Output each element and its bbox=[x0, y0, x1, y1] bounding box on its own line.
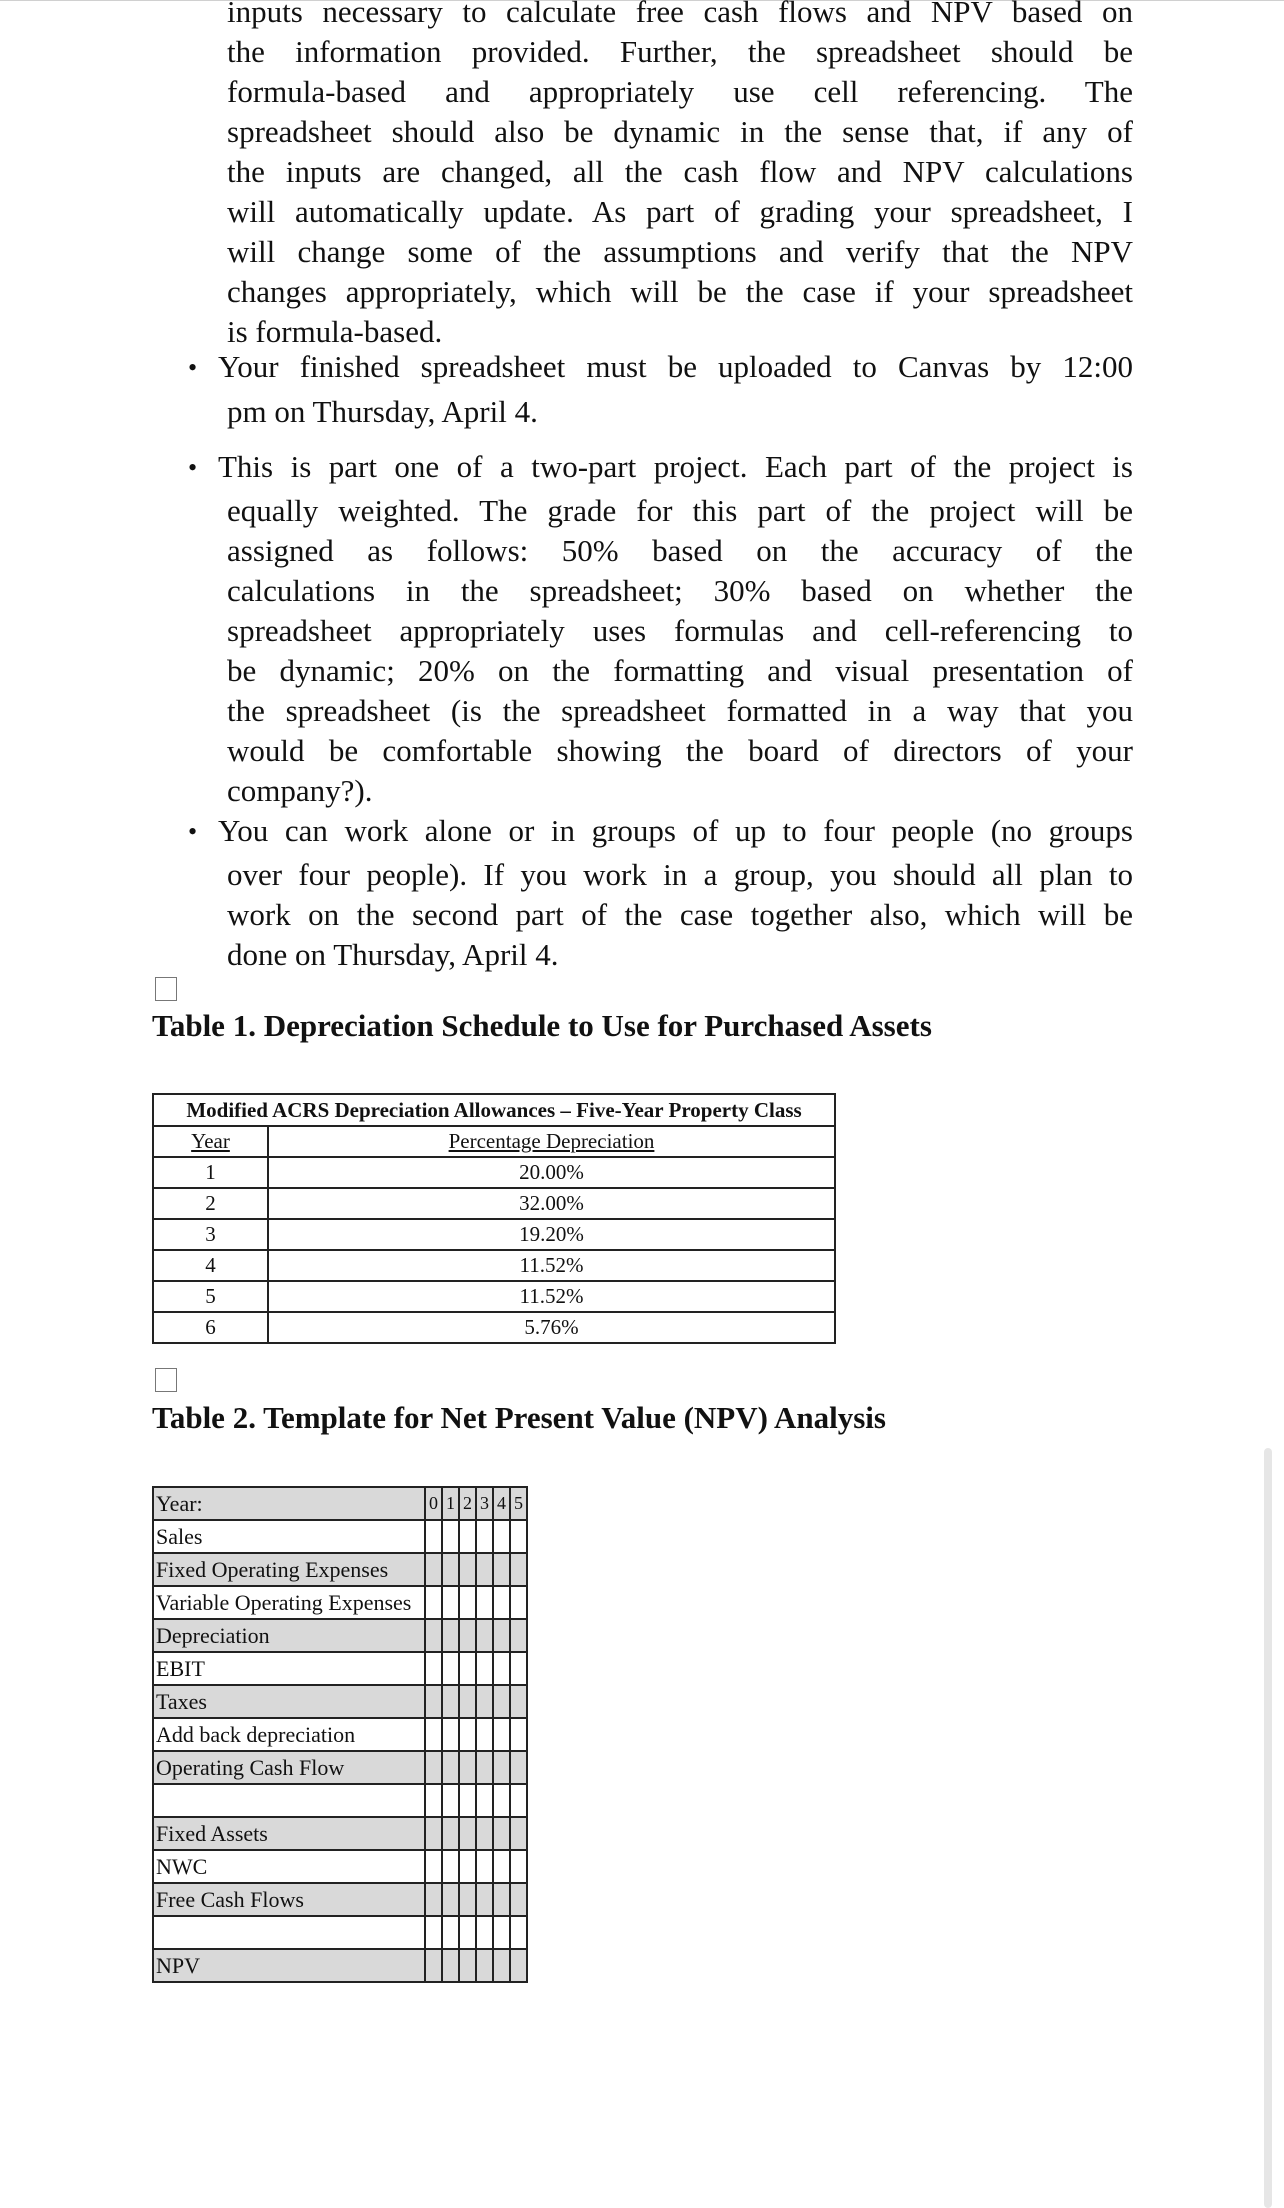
table2-checkbox[interactable] bbox=[155, 1368, 177, 1392]
bullet-line: You can work alone or in groups of up to four people (no groups bbox=[218, 813, 1133, 848]
value-cell[interactable] bbox=[425, 1850, 442, 1883]
bullet-line: be dynamic; 20% on the formatting and visual presentation of bbox=[227, 653, 1133, 688]
bullet-line: Your finished spreadsheet must be uploaded to Canvas by 12:00 bbox=[218, 349, 1133, 384]
value-cell[interactable] bbox=[459, 1916, 476, 1949]
year-header-cell: 0 bbox=[425, 1487, 442, 1520]
row-label: Variable Operating Expenses bbox=[153, 1586, 425, 1619]
value-cell[interactable] bbox=[493, 1883, 510, 1916]
value-cell[interactable] bbox=[442, 1619, 459, 1652]
row-label: Fixed Operating Expenses bbox=[153, 1553, 425, 1586]
paragraph-line: spreadsheet should also be dynamic in the sense that, if any of bbox=[227, 114, 1133, 149]
table-row bbox=[153, 1586, 527, 1619]
value-cell[interactable] bbox=[442, 1553, 459, 1586]
value-cell[interactable] bbox=[510, 1553, 527, 1586]
percentage-cell: 11.52% bbox=[268, 1250, 835, 1281]
bullet-line: the spreadsheet (is the spreadsheet formatted in a way that you bbox=[227, 693, 1133, 728]
value-cell[interactable] bbox=[459, 1850, 476, 1883]
value-cell[interactable] bbox=[510, 1949, 527, 1982]
value-cell[interactable] bbox=[459, 1553, 476, 1586]
year-header-cell: 1 bbox=[442, 1487, 459, 1520]
year-cell: 2 bbox=[153, 1188, 268, 1219]
row-label: NWC bbox=[153, 1850, 425, 1883]
value-cell[interactable] bbox=[476, 1718, 493, 1751]
value-cell[interactable] bbox=[476, 1883, 493, 1916]
value-cell[interactable] bbox=[510, 1883, 527, 1916]
table-row bbox=[153, 1487, 527, 1520]
paragraph-line: inputs necessary to calculate free cash flows and NPV based on bbox=[227, 0, 1133, 29]
value-cell[interactable] bbox=[442, 1685, 459, 1718]
value-cell[interactable] bbox=[476, 1685, 493, 1718]
table-row bbox=[153, 1685, 527, 1718]
value-cell[interactable] bbox=[425, 1685, 442, 1718]
col-header-percentage: Percentage Depreciation bbox=[268, 1126, 835, 1157]
value-cell[interactable] bbox=[493, 1553, 510, 1586]
scrollbar-thumb[interactable] bbox=[1264, 1448, 1272, 2208]
value-cell[interactable] bbox=[442, 1916, 459, 1949]
value-cell[interactable] bbox=[510, 1619, 527, 1652]
value-cell[interactable] bbox=[459, 1817, 476, 1850]
value-cell[interactable] bbox=[425, 1817, 442, 1850]
table-row bbox=[153, 1157, 835, 1188]
col-header-year: Year bbox=[153, 1126, 268, 1157]
value-cell[interactable] bbox=[476, 1619, 493, 1652]
bullet-dot-icon: • bbox=[188, 353, 198, 382]
bullet-dot-icon: • bbox=[188, 453, 198, 482]
value-cell[interactable] bbox=[493, 1850, 510, 1883]
npv-template-table bbox=[152, 1486, 528, 1983]
value-cell[interactable] bbox=[425, 1883, 442, 1916]
row-label: Fixed Assets bbox=[153, 1817, 425, 1850]
value-cell[interactable] bbox=[442, 1718, 459, 1751]
value-cell[interactable] bbox=[510, 1751, 527, 1784]
bullet-line: pm on Thursday, April 4. bbox=[227, 394, 538, 429]
row-label: Operating Cash Flow bbox=[153, 1751, 425, 1784]
value-cell[interactable] bbox=[459, 1586, 476, 1619]
value-cell[interactable] bbox=[510, 1685, 527, 1718]
value-cell[interactable] bbox=[476, 1586, 493, 1619]
value-cell[interactable] bbox=[442, 1586, 459, 1619]
table-row bbox=[153, 1281, 835, 1312]
value-cell[interactable] bbox=[510, 1520, 527, 1553]
value-cell[interactable] bbox=[459, 1949, 476, 1982]
bullet-line: company?). bbox=[227, 773, 373, 808]
row-label: NPV bbox=[153, 1949, 425, 1982]
table-row bbox=[153, 1520, 527, 1553]
row-label: Free Cash Flows bbox=[153, 1883, 425, 1916]
value-cell[interactable] bbox=[425, 1784, 442, 1817]
value-cell[interactable] bbox=[510, 1817, 527, 1850]
bullet-line: work on the second part of the case together also, which will be bbox=[227, 897, 1133, 932]
paragraph-line: the inputs are changed, all the cash flow and NPV calculations bbox=[227, 154, 1133, 189]
value-cell[interactable] bbox=[459, 1751, 476, 1784]
value-cell[interactable] bbox=[442, 1784, 459, 1817]
table-row bbox=[153, 1553, 527, 1586]
table1-caption: Table 1. Depreciation Schedule to Use for Purchased Assets bbox=[152, 1008, 932, 1043]
row-label: Year: bbox=[153, 1487, 425, 1520]
table-row bbox=[153, 1312, 835, 1343]
bullet-line: over four people). If you work in a group, you should all plan to bbox=[227, 857, 1133, 892]
table-row bbox=[153, 1916, 527, 1949]
percentage-cell: 5.76% bbox=[268, 1312, 835, 1343]
value-cell[interactable] bbox=[493, 1652, 510, 1685]
value-cell[interactable] bbox=[425, 1751, 442, 1784]
value-cell[interactable] bbox=[442, 1751, 459, 1784]
table-row bbox=[153, 1850, 527, 1883]
table-row bbox=[153, 1652, 527, 1685]
row-label: Taxes bbox=[153, 1685, 425, 1718]
paragraph-line: will automatically update. As part of grading your spreadsheet, I bbox=[227, 194, 1133, 229]
value-cell[interactable] bbox=[476, 1652, 493, 1685]
percentage-cell: 19.20% bbox=[268, 1219, 835, 1250]
value-cell[interactable] bbox=[442, 1949, 459, 1982]
value-cell[interactable] bbox=[425, 1652, 442, 1685]
table-row bbox=[153, 1883, 527, 1916]
row-label: Sales bbox=[153, 1520, 425, 1553]
row-label: EBIT bbox=[153, 1652, 425, 1685]
value-cell[interactable] bbox=[493, 1718, 510, 1751]
value-cell[interactable] bbox=[425, 1553, 442, 1586]
table-row bbox=[153, 1751, 527, 1784]
value-cell[interactable] bbox=[510, 1586, 527, 1619]
paragraph-line: the information provided. Further, the spreadsheet should be bbox=[227, 34, 1133, 69]
year-cell: 6 bbox=[153, 1312, 268, 1343]
value-cell[interactable] bbox=[425, 1586, 442, 1619]
value-cell[interactable] bbox=[493, 1619, 510, 1652]
value-cell[interactable] bbox=[476, 1817, 493, 1850]
value-cell[interactable] bbox=[510, 1784, 527, 1817]
value-cell[interactable] bbox=[442, 1850, 459, 1883]
bullet-line: calculations in the spreadsheet; 30% based on whether the bbox=[227, 573, 1133, 608]
value-cell[interactable] bbox=[510, 1652, 527, 1685]
value-cell[interactable] bbox=[493, 1916, 510, 1949]
year-header-cell: 5 bbox=[510, 1487, 527, 1520]
value-cell[interactable] bbox=[459, 1619, 476, 1652]
value-cell[interactable] bbox=[459, 1685, 476, 1718]
value-cell[interactable] bbox=[510, 1718, 527, 1751]
paragraph-line: is formula-based. bbox=[227, 314, 443, 349]
value-cell[interactable] bbox=[493, 1751, 510, 1784]
row-label: Depreciation bbox=[153, 1619, 425, 1652]
table2-caption: Table 2. Template for Net Present Value (NPV) Analysis bbox=[152, 1400, 886, 1435]
value-cell[interactable] bbox=[476, 1520, 493, 1553]
value-cell[interactable] bbox=[459, 1718, 476, 1751]
value-cell[interactable] bbox=[493, 1520, 510, 1553]
value-cell[interactable] bbox=[493, 1817, 510, 1850]
table-row bbox=[153, 1219, 835, 1250]
year-header-cell: 4 bbox=[493, 1487, 510, 1520]
value-cell[interactable] bbox=[425, 1916, 442, 1949]
depreciation-table bbox=[152, 1093, 836, 1344]
bullet-line: equally weighted. The grade for this part of the project will be bbox=[227, 493, 1133, 528]
table-row bbox=[153, 1784, 527, 1817]
table-row bbox=[153, 1949, 527, 1982]
value-cell[interactable] bbox=[442, 1652, 459, 1685]
value-cell[interactable] bbox=[476, 1751, 493, 1784]
value-cell[interactable] bbox=[476, 1916, 493, 1949]
table-row bbox=[153, 1718, 527, 1751]
value-cell[interactable] bbox=[510, 1916, 527, 1949]
table-row bbox=[153, 1619, 527, 1652]
year-header-cell: 2 bbox=[459, 1487, 476, 1520]
paragraph-line: will change some of the assumptions and verify that the NPV bbox=[227, 234, 1133, 269]
bullet-line: This is part one of a two-part project. Each part of the project is bbox=[218, 449, 1133, 484]
value-cell[interactable] bbox=[476, 1949, 493, 1982]
value-cell[interactable] bbox=[425, 1718, 442, 1751]
value-cell[interactable] bbox=[459, 1652, 476, 1685]
value-cell[interactable] bbox=[442, 1520, 459, 1553]
depreciation-table-header: Modified ACRS Depreciation Allowances – Five-Year Property Class bbox=[153, 1094, 835, 1126]
year-header-cell: 3 bbox=[476, 1487, 493, 1520]
bullet-line: would be comfortable showing the board of directors of your bbox=[227, 733, 1133, 768]
table-row bbox=[153, 1188, 835, 1219]
year-cell: 3 bbox=[153, 1219, 268, 1250]
value-cell[interactable] bbox=[442, 1883, 459, 1916]
value-cell[interactable] bbox=[476, 1784, 493, 1817]
percentage-cell: 11.52% bbox=[268, 1281, 835, 1312]
value-cell[interactable] bbox=[476, 1850, 493, 1883]
value-cell[interactable] bbox=[442, 1817, 459, 1850]
value-cell[interactable] bbox=[510, 1850, 527, 1883]
value-cell[interactable] bbox=[493, 1784, 510, 1817]
value-cell[interactable] bbox=[459, 1520, 476, 1553]
row-label: Add back depreciation bbox=[153, 1718, 425, 1751]
year-cell: 1 bbox=[153, 1157, 268, 1188]
value-cell[interactable] bbox=[425, 1619, 442, 1652]
value-cell[interactable] bbox=[459, 1784, 476, 1817]
table-row bbox=[153, 1250, 835, 1281]
percentage-cell: 32.00% bbox=[268, 1188, 835, 1219]
row-label bbox=[153, 1784, 425, 1817]
value-cell[interactable] bbox=[493, 1685, 510, 1718]
bullet-line: spreadsheet appropriately uses formulas and cell-referencing to bbox=[227, 613, 1133, 648]
value-cell[interactable] bbox=[425, 1520, 442, 1553]
table1-checkbox[interactable] bbox=[155, 977, 177, 1001]
value-cell[interactable] bbox=[493, 1949, 510, 1982]
value-cell[interactable] bbox=[493, 1586, 510, 1619]
bullet-line: assigned as follows: 50% based on the accuracy of the bbox=[227, 533, 1133, 568]
row-label bbox=[153, 1916, 425, 1949]
paragraph-line: changes appropriately, which will be the case if your spreadsheet bbox=[227, 274, 1133, 309]
value-cell[interactable] bbox=[476, 1553, 493, 1586]
year-cell: 5 bbox=[153, 1281, 268, 1312]
bullet-line: done on Thursday, April 4. bbox=[227, 937, 559, 972]
year-cell: 4 bbox=[153, 1250, 268, 1281]
table-row bbox=[153, 1817, 527, 1850]
bullet-dot-icon: • bbox=[188, 817, 198, 846]
value-cell[interactable] bbox=[425, 1949, 442, 1982]
paragraph-line: formula-based and appropriately use cell referencing. The bbox=[227, 74, 1133, 109]
percentage-cell: 20.00% bbox=[268, 1157, 835, 1188]
value-cell[interactable] bbox=[459, 1883, 476, 1916]
